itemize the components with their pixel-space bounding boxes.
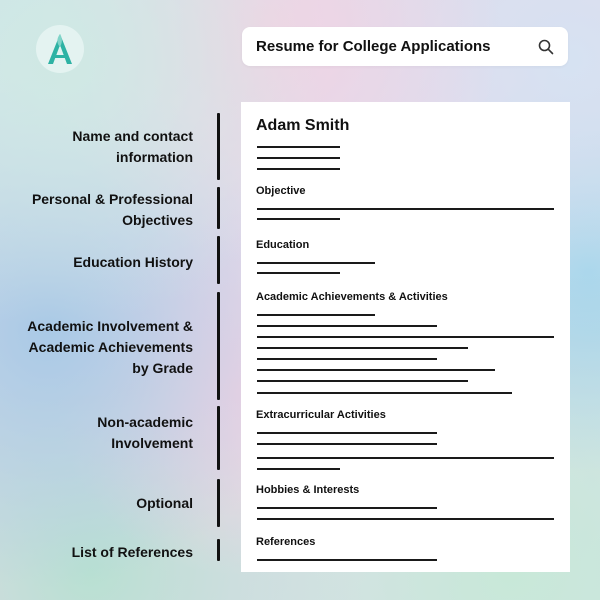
- text-line: [257, 168, 340, 170]
- label-education-history: Education History: [73, 254, 193, 270]
- resume-card: [241, 102, 570, 572]
- text-line: [257, 392, 512, 394]
- search-bar[interactable]: [242, 27, 568, 66]
- text-line: [257, 325, 437, 327]
- label-references: List of References: [71, 544, 193, 560]
- text-line: [257, 272, 340, 274]
- text-line: [257, 559, 437, 561]
- search-icon[interactable]: [538, 39, 554, 55]
- text-line: [257, 432, 437, 434]
- label-objectives: Personal & Professional Objectives: [31, 191, 193, 228]
- text-line: [257, 146, 340, 148]
- text-line: [257, 468, 340, 470]
- label-non-academic: Non-academic Involvement: [97, 414, 193, 451]
- divider-bar: [217, 113, 220, 180]
- text-line: [257, 380, 468, 382]
- section-references: References: [256, 536, 316, 548]
- divider-bar: [217, 236, 220, 284]
- section-hobbies: Hobbies & Interests: [256, 484, 360, 496]
- brand-logo-icon: [45, 32, 75, 66]
- divider-bar: [217, 406, 220, 470]
- label-name-contact: Name and contact information: [72, 128, 193, 165]
- text-line: [257, 262, 375, 264]
- section-academic: Academic Achievements & Activities: [256, 291, 448, 303]
- text-line: [257, 443, 437, 445]
- text-line: [257, 369, 495, 371]
- text-line: [257, 336, 554, 338]
- section-education: Education: [256, 239, 310, 251]
- divider-bar: [217, 187, 220, 229]
- text-line: [257, 347, 468, 349]
- resume-name: Adam Smith: [256, 117, 350, 134]
- text-line: [257, 314, 375, 316]
- text-line: [257, 157, 340, 159]
- label-academic-involvement: Academic Involvement & Academic Achievements by Grade: [27, 318, 193, 376]
- text-line: [257, 358, 437, 360]
- divider-bar: [217, 479, 220, 527]
- brand-logo[interactable]: [36, 25, 84, 73]
- label-optional: Optional: [136, 495, 193, 511]
- text-line: [257, 218, 340, 220]
- text-line: [257, 208, 554, 210]
- text-line: [257, 457, 554, 459]
- divider-bar: [217, 292, 220, 400]
- search-query[interactable]: Resume for College Applications: [256, 38, 491, 55]
- section-extracurricular: Extracurricular Activities: [256, 409, 386, 421]
- section-objective: Objective: [256, 185, 306, 197]
- divider-bar: [217, 539, 220, 561]
- text-line: [257, 518, 554, 520]
- text-line: [257, 507, 437, 509]
